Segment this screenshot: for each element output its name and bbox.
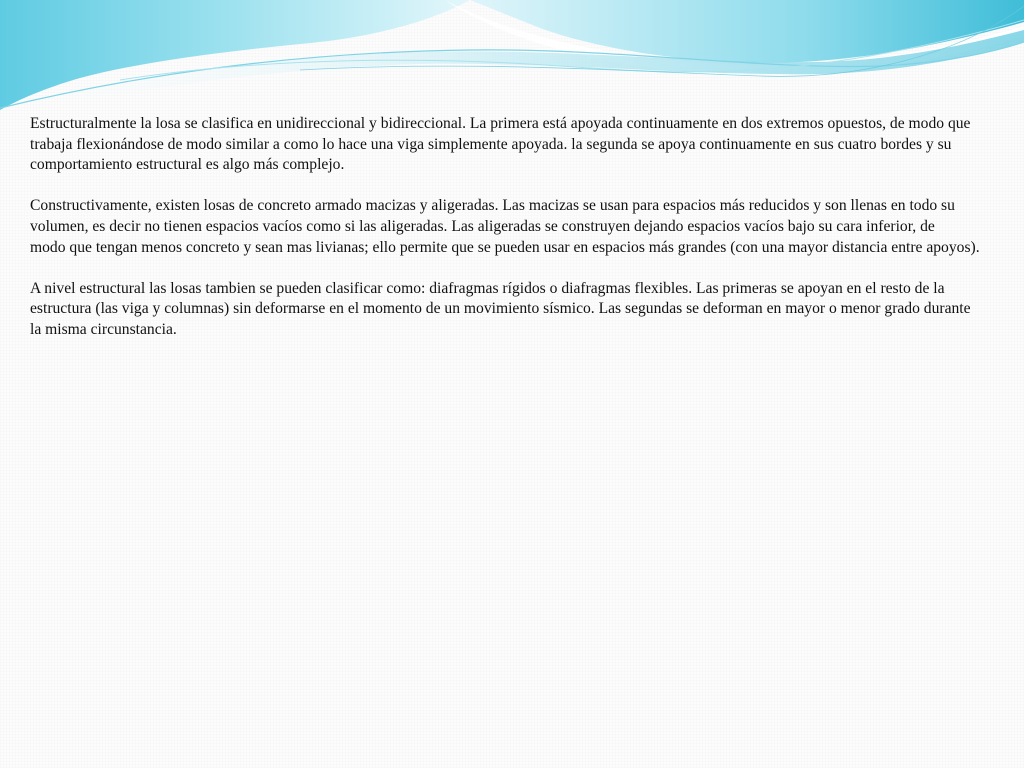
slide-body-text bbox=[30, 114, 985, 361]
paragraph-slab-diaphragms: A nivel estructural las losas tambien se pueden clasificar como: diafragmas rígidos o diafragmas flexibles. Las primeras se apoyan en el resto de la estructura (las viga y columnas) sin deformarse en el momento de un movimiento sísmico. Las segundas se deforman en mayor o menor grado durante la misma circunstancia. bbox=[30, 279, 971, 338]
paragraph-slab-construction: Constructivamente, existen losas de concreto armado macizas y aligeradas. Las macizas se usan para espacios más reducidos y son llenas en todo su volumen, es decir no tienen espacios vacíos como si las aligeradas. Las aligeradas se construyen dejando espacios vacíos bajo su cara inferior, de modo que tengan menos concreto y sean mas livianas; ello permite que se pueden usar en espacios más grandes (con una mayor distancia entre apoyos). bbox=[30, 197, 980, 256]
wave-header-decoration bbox=[0, 0, 1024, 120]
paragraph-slab-direction: Estructuralmente la losa se clasifica en unidireccional y bidireccional. La primera está apoyada continuamente en dos extremos opuestos, de modo que trabaja flexionándose de modo similar a como lo hace una viga simplemente apoyada. la segunda se apoya continuamente en sus cuatro bordes y su comportamiento estructural es algo más complejo. bbox=[30, 115, 971, 174]
